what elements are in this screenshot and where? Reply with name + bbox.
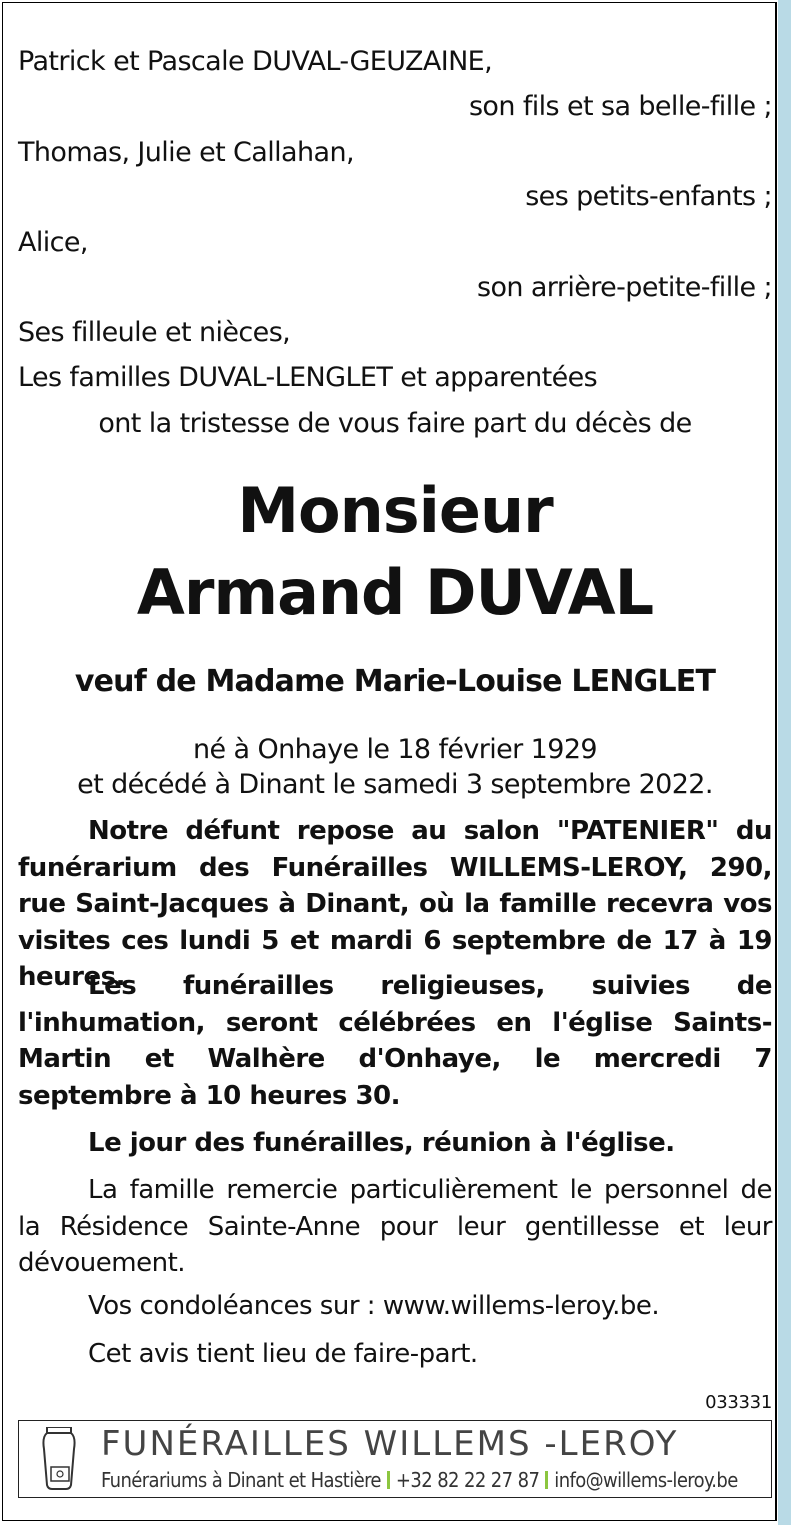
family-line: Les familles DUVAL-LENGLET et apparentées [18, 362, 598, 393]
email-address: info@willems-leroy.be [554, 1468, 738, 1492]
announcement-line: ont la tristesse de vous faire part du décès de [98, 408, 692, 439]
birth-line: né à Onhaye le 18 février 1929 [193, 734, 597, 765]
funeral-paragraph: Les funérailles religieuses, suivies de l'inhumation, seront célébrées en l'église Saints-Martin et Walhère d'Onhaye, le mercredi 7 septembre à 10 heures 30. [18, 971, 772, 1111]
contact-line [101, 1468, 738, 1492]
locations-text: Funérariums à Dinant et Hastière [101, 1468, 381, 1492]
brand-name: FUNÉRAILLES WILLEMS -LEROY [101, 1424, 679, 1464]
urn-logo-icon [41, 1427, 77, 1491]
side-margin-strip [778, 0, 791, 1525]
separator-bar [545, 1471, 548, 1489]
visitation-paragraph: Notre défunt repose au salon "PATENIER" du funérarium des Funérailles WILLEMS-LEROY, 290, rue Saint-Jacques à Dinant, où la famille recevra vos visites ces lundi 5 et mardi 6 septembre de 17 à 19 heures. [18, 816, 772, 992]
family-relation: son fils et sa belle-fille ; [468, 91, 772, 122]
death-line: et décédé à Dinant le samedi 3 septembre 2022. [77, 769, 713, 800]
condolences-paragraph: Vos condoléances sur : www.willems-leroy.be. [88, 1291, 660, 1321]
funeral-home-banner [18, 1420, 772, 1498]
reference-number: 033331 [705, 1392, 772, 1413]
family-line: Thomas, Julie et Callahan, [18, 137, 354, 168]
family-line: Patrick et Pascale DUVAL-GEUZAINE, [18, 46, 493, 77]
deceased-title: Monsieur [237, 474, 553, 547]
thanks-paragraph: La famille remercie particulièrement le personnel de la Résidence Sainte-Anne pour leur gentillesse et leur dévouement. [18, 1175, 772, 1278]
deceased-name: Armand DUVAL [136, 556, 654, 629]
family-line: Alice, [18, 227, 88, 258]
phone-number: +32 82 22 27 87 [395, 1468, 540, 1492]
family-line: Ses filleule et nièces, [18, 317, 291, 348]
separator-bar [387, 1471, 390, 1489]
family-relation: son arrière-petite-fille ; [476, 272, 772, 303]
notice-paragraph: Cet avis tient lieu de faire-part. [88, 1339, 478, 1369]
meeting-paragraph: Le jour des funérailles, réunion à l'église. [88, 1128, 675, 1158]
family-relation: ses petits-enfants ; [525, 181, 772, 212]
spouse-line: veuf de Madame Marie-Louise LENGLET [74, 664, 716, 699]
